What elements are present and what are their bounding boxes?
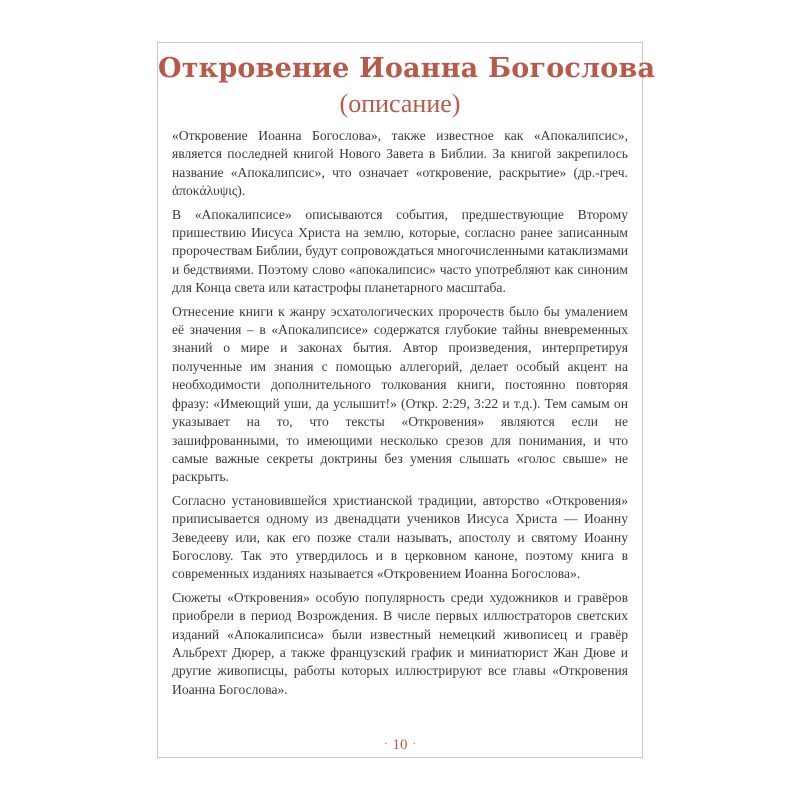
body-text bbox=[172, 127, 628, 699]
folio-dot-right: · bbox=[412, 738, 417, 750]
paragraph-2: В «Апокалипсисе» описываются события, предшествующие Второму пришествию Иисуса Христа на землю, которые, согласно ранее записанным пророчествам Библии, будут сопровождаться многочисленными катаклизмами и бедствиями. Поэтому слово «апокалипсис» часто употребляют как синоним для Конца света или катастрофы планетарного масштаба. bbox=[172, 206, 628, 296]
page-number-footer bbox=[158, 737, 642, 754]
paragraph-4: Согласно установившейся христианской традиции, авторство «Откровения» приписывается одному из двенадцати учеников Иисуса Христа — Иоанну Зеведееву или, как его позже стали называть, апостолу и святому Иоанну Богослову. Так это утвердилось и в церковном каноне, поэтому книга в современных изданиях называется «Откровением Иоанна Богослова». bbox=[172, 492, 628, 582]
page-number: 10 bbox=[392, 737, 408, 753]
book-page bbox=[157, 42, 656, 758]
page-title: Откровение Иоанна Богослова bbox=[158, 53, 656, 84]
paragraph-3: Отнесение книги к жанру эсхатологических пророчеств было бы умалением её значения – в «Апокалипсисе» содержатся глубокие тайны вневременных знаний о мире и законах бытия. Автор произведения, интерпретируя полученные им знания с помощью аллегорий, делает особый акцент на необходимости дополнительного толкования книги, постоянно повторяя фразу: «Имеющий уши, да услышит!» (Откр. 2:29, 3:22 и т.д.). Тем самым он указывает на то, что тексты «Откровения» являются если не зашифрованными, то имеющими несколько срезов для понимания, и что самые важные секреты доктрины без умения слышать «голос свыше» не раскрыть. bbox=[172, 303, 628, 485]
paragraph-5: Сюжеты «Откровения» особую популярность среди художников и гравёров приобрели в период Возрождения. В числе первых иллюстраторов светских изданий «Апокалипсиса» были известный немецкий живописец и гравёр Альбрехт Дюрер, а также французский график и миниатюрист Жан Дюве и другие живописцы, работы которых иллюстрируют все главы «Откровения Иоанна Богослова». bbox=[172, 589, 628, 697]
folio-dot-left: · bbox=[383, 738, 388, 750]
page-subtitle: (описание) bbox=[339, 89, 461, 118]
paragraph-1: «Откровение Иоанна Богослова», также известное как «Апокалипсис», является последней книгой Нового Завета в Библии. За книгой закрепилось название «Апокалипсис», что означает «откровение, раскрытие» (др.-греч. ἀποκάλυψις). bbox=[172, 128, 628, 199]
